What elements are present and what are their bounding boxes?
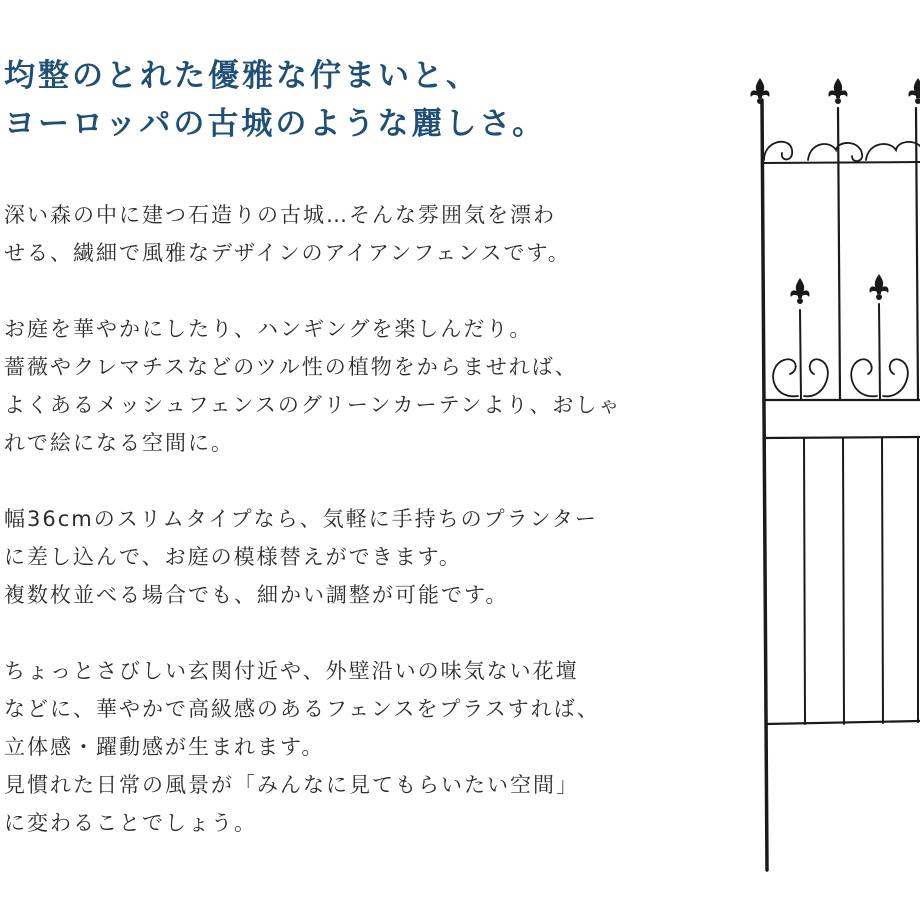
text-line: 深い森の中に建つ石造りの古城…そんな雰囲気を漂わ <box>4 203 556 227</box>
text-line: 見慣れた日常の風景が「みんなに見てもらいたい空間」 <box>4 773 579 797</box>
text-line: に変わることでしょう。 <box>4 811 257 835</box>
description-body <box>4 196 724 880</box>
iron-fence-illustration-icon <box>740 70 920 880</box>
text-line: に差し込んで、お庭の模様替えができます。 <box>4 545 462 569</box>
text-line: 幅36cmのスリムタイプなら、気軽に手持ちのプランター <box>4 507 598 531</box>
text-line: お庭を華やかにしたり、ハンギングを楽しんだり。 <box>4 317 533 341</box>
text-line: よくあるメッシュフェンスのグリーンカーテンより、おしゃ <box>4 393 622 417</box>
headline <box>4 52 704 148</box>
text-line: せる、繊細で風雅なデザインのアイアンフェンスです。 <box>4 241 571 265</box>
paragraph-intro <box>4 196 724 272</box>
text-line: ちょっとさびしい玄関付近や、外壁沿いの味気ない花壇 <box>4 659 579 683</box>
paragraph-slim-type <box>4 500 724 614</box>
headline-line-1: 均整のとれた優雅な佇まいと、 <box>4 58 480 94</box>
text-line: 複数枚並べる場合でも、細かい調整が可能です。 <box>4 583 509 607</box>
paragraph-entrance <box>4 652 724 842</box>
headline-line-2: ヨーロッパの古城のような麗しさ。 <box>4 106 547 142</box>
text-line: れで絵になる空間に。 <box>4 431 234 455</box>
text-line: 立体感・躍動感が生まれます。 <box>4 735 325 759</box>
text-line: 薔薇やクレマチスなどのツル性の植物をからませれば、 <box>4 355 578 379</box>
text-line: などに、華やかで高級感のあるフェンスをプラスすれば、 <box>4 697 600 721</box>
paragraph-garden <box>4 310 724 462</box>
